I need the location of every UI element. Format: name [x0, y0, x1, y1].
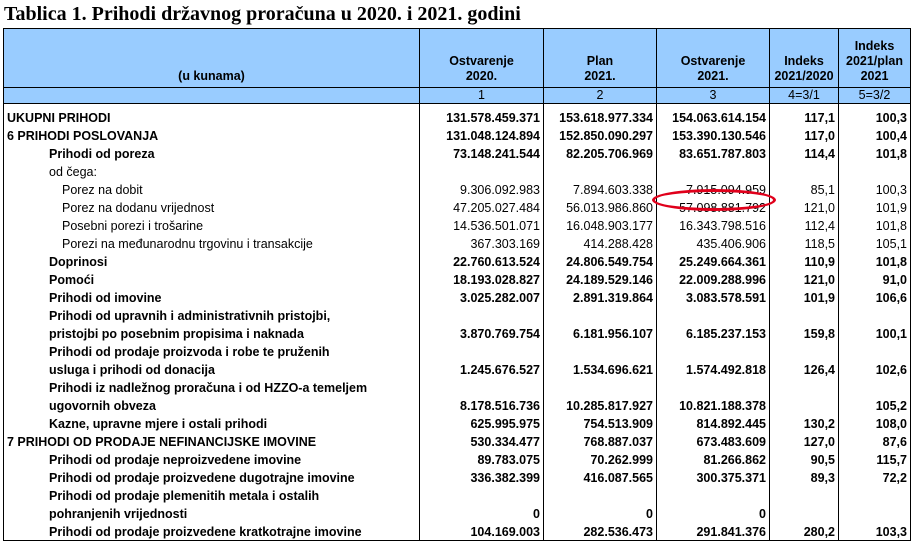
- row-value-col-5: 106,6: [839, 288, 911, 306]
- row-value-col-3: 153.390.130.546: [657, 126, 770, 144]
- row-value-col-5: 115,7: [839, 450, 911, 468]
- row-value-col-2: 414.288.428: [544, 234, 657, 252]
- row-value-col-2: 70.262.999: [544, 450, 657, 468]
- row-value-col-3: 0: [657, 504, 770, 522]
- row-value-col-1: 530.334.477: [420, 432, 544, 450]
- row-value-col-1: 104.169.003: [420, 522, 544, 541]
- row-value-col-3: 7.915.094.959: [657, 180, 770, 198]
- row-value-col-2: [544, 162, 657, 180]
- row-value-col-1: 3.870.769.754: [420, 324, 544, 342]
- row-value-col-1: 14.536.501.071: [420, 216, 544, 234]
- row-value-col-2: [544, 342, 657, 360]
- row-value-col-5: 100,3: [839, 180, 911, 198]
- row-value-col-2: 153.618.977.334: [544, 104, 657, 127]
- row-label: Doprinosi: [4, 252, 420, 270]
- row-value-col-3: [657, 486, 770, 504]
- row-value-col-5: 105,1: [839, 234, 911, 252]
- row-value-col-2: 7.894.603.338: [544, 180, 657, 198]
- header-index-row: [4, 88, 911, 104]
- row-value-col-2: [544, 306, 657, 324]
- header-col-1: [420, 29, 544, 88]
- row-value-col-2: 6.181.956.107: [544, 324, 657, 342]
- row-label: UKUPNI PRIHODI: [4, 104, 420, 127]
- header-index-5: 5=3/2: [839, 88, 911, 104]
- row-value-col-4: 121,0: [770, 198, 839, 216]
- row-value-col-5: 100,3: [839, 104, 911, 127]
- row-value-col-5: 91,0: [839, 270, 911, 288]
- table-row: [4, 324, 911, 342]
- row-label: Porezi na međunarodnu trgovinu i transakcije: [4, 234, 420, 252]
- table-row: [4, 360, 911, 378]
- header-index-2: 2: [544, 88, 657, 104]
- table-row: [4, 486, 911, 504]
- header-col-4-line2: 2021/2020: [774, 69, 834, 83]
- row-value-col-1: 18.193.028.827: [420, 270, 544, 288]
- row-value-col-2: 10.285.817.927: [544, 396, 657, 414]
- table-row: [4, 252, 911, 270]
- row-value-col-4: [770, 306, 839, 324]
- table-row: [4, 216, 911, 234]
- row-value-col-1: 3.025.282.007: [420, 288, 544, 306]
- row-value-col-4: 118,5: [770, 234, 839, 252]
- row-value-col-5: [839, 342, 911, 360]
- row-value-col-4: 110,9: [770, 252, 839, 270]
- row-value-col-5: [839, 306, 911, 324]
- header-index-empty: [4, 88, 420, 104]
- row-value-col-2: [544, 486, 657, 504]
- row-value-col-4: 90,5: [770, 450, 839, 468]
- row-value-col-5: 108,0: [839, 414, 911, 432]
- table-row: [4, 414, 911, 432]
- row-value-col-4: [770, 486, 839, 504]
- row-value-col-2: 754.513.909: [544, 414, 657, 432]
- row-value-col-4: 126,4: [770, 360, 839, 378]
- row-value-col-4: 130,2: [770, 414, 839, 432]
- row-value-col-5: 87,6: [839, 432, 911, 450]
- table-row: [4, 144, 911, 162]
- header-index-4: 4=3/1: [770, 88, 839, 104]
- table-row: [4, 342, 911, 360]
- row-value-col-3: 1.574.492.818: [657, 360, 770, 378]
- row-value-col-2: 2.891.319.864: [544, 288, 657, 306]
- row-value-col-3: [657, 306, 770, 324]
- table-row: [4, 522, 911, 541]
- row-value-col-3: 6.185.237.153: [657, 324, 770, 342]
- row-value-col-5: 102,6: [839, 360, 911, 378]
- table-row: [4, 378, 911, 396]
- row-value-col-5: [839, 486, 911, 504]
- table-row: [4, 270, 911, 288]
- row-value-col-4: 127,0: [770, 432, 839, 450]
- table-row: [4, 180, 911, 198]
- row-value-col-4: 85,1: [770, 180, 839, 198]
- row-value-col-3: 16.343.798.516: [657, 216, 770, 234]
- row-value-col-4: 112,4: [770, 216, 839, 234]
- header-col-3-line1: Ostvarenje: [680, 54, 746, 68]
- row-value-col-5: 72,2: [839, 468, 911, 486]
- table-row: [4, 198, 911, 216]
- row-value-col-1: 1.245.676.527: [420, 360, 544, 378]
- row-value-col-4: 101,9: [770, 288, 839, 306]
- row-label: Prihodi od prodaje proizvedene kratkotrajne imovine: [4, 522, 420, 541]
- row-value-col-4: [770, 504, 839, 522]
- row-value-col-1: 0: [420, 504, 544, 522]
- row-value-col-5: 101,8: [839, 252, 911, 270]
- row-label: Prihodi iz nadležnog proračuna i od HZZO-a temeljem: [4, 378, 420, 396]
- row-value-col-3: 81.266.862: [657, 450, 770, 468]
- row-label: Porez na dodanu vrijednost: [4, 198, 420, 216]
- row-label: Posebni porezi i trošarine: [4, 216, 420, 234]
- row-value-col-3: 300.375.371: [657, 468, 770, 486]
- row-value-col-3: 57.098.881.792: [657, 198, 770, 216]
- row-value-col-4: 117,1: [770, 104, 839, 127]
- row-value-col-3: [657, 162, 770, 180]
- row-value-col-3: 814.892.445: [657, 414, 770, 432]
- row-value-col-3: 3.083.578.591: [657, 288, 770, 306]
- row-value-col-5: 101,8: [839, 144, 911, 162]
- row-value-col-1: 131.578.459.371: [420, 104, 544, 127]
- header-col-4-line1: Indeks: [784, 54, 824, 68]
- row-label: 7 PRIHODI OD PRODAJE NEFINANCIJSKE IMOVINE: [4, 432, 420, 450]
- row-value-col-4: [770, 396, 839, 414]
- row-value-col-4: 121,0: [770, 270, 839, 288]
- row-value-col-3: [657, 378, 770, 396]
- row-value-col-3: 673.483.609: [657, 432, 770, 450]
- row-value-col-2: [544, 378, 657, 396]
- row-value-col-4: 280,2: [770, 522, 839, 541]
- header-col-2-line2: 2021.: [584, 69, 616, 83]
- row-value-col-2: 16.048.903.177: [544, 216, 657, 234]
- row-value-col-1: 625.995.975: [420, 414, 544, 432]
- header-col-3-line2: 2021.: [697, 69, 729, 83]
- row-value-col-1: [420, 306, 544, 324]
- header-row: [4, 29, 911, 88]
- table-title: Tablica 1. Prihodi državnog proračuna u 2020. i 2021. godini: [4, 3, 521, 25]
- row-value-col-3: [657, 342, 770, 360]
- table-row: [4, 468, 911, 486]
- row-label: Kazne, upravne mjere i ostali prihodi: [4, 414, 420, 432]
- row-value-col-4: [770, 162, 839, 180]
- row-value-col-2: 0: [544, 504, 657, 522]
- row-label: Porez na dobit: [4, 180, 420, 198]
- row-label: pristojbi po posebnim propisima i naknada: [4, 324, 420, 342]
- row-value-col-5: 100,4: [839, 126, 911, 144]
- row-value-col-5: 101,8: [839, 216, 911, 234]
- row-value-col-4: 114,4: [770, 144, 839, 162]
- row-value-col-1: 89.783.075: [420, 450, 544, 468]
- row-value-col-2: 24.806.549.754: [544, 252, 657, 270]
- row-value-col-2: 1.534.696.621: [544, 360, 657, 378]
- row-value-col-2: 282.536.473: [544, 522, 657, 541]
- row-label: usluga i prihodi od donacija: [4, 360, 420, 378]
- table-row: [4, 162, 911, 180]
- row-label: Prihodi od prodaje proizvedene dugotrajne imovine: [4, 468, 420, 486]
- row-label: od čega:: [4, 162, 420, 180]
- header-col-1-line2: 2020.: [465, 69, 498, 83]
- row-value-col-1: [420, 162, 544, 180]
- row-value-col-5: [839, 378, 911, 396]
- row-value-col-2: 24.189.529.146: [544, 270, 657, 288]
- table-row: [4, 396, 911, 414]
- row-value-col-4: [770, 342, 839, 360]
- row-label: pohranjenih vrijednosti: [4, 504, 420, 522]
- table-row: [4, 306, 911, 324]
- row-label: Prihodi od poreza: [4, 144, 420, 162]
- row-value-col-3: 154.063.614.154: [657, 104, 770, 127]
- header-col-2: [544, 29, 657, 88]
- row-value-col-1: 9.306.092.983: [420, 180, 544, 198]
- header-col-4: [770, 29, 839, 88]
- row-value-col-1: [420, 486, 544, 504]
- header-index-1: 1: [420, 88, 544, 104]
- row-label: 6 PRIHODI POSLOVANJA: [4, 126, 420, 144]
- header-col-2-line1: Plan: [586, 54, 614, 68]
- row-label: ugovornih obveza: [4, 396, 420, 414]
- row-value-col-5: 100,1: [839, 324, 911, 342]
- header-col-1-line1: Ostvarenje: [449, 54, 514, 68]
- row-value-col-5: 103,3: [839, 522, 911, 541]
- row-value-col-5: [839, 504, 911, 522]
- row-value-col-2: 768.887.037: [544, 432, 657, 450]
- header-col-5-line2: 2021: [860, 69, 889, 83]
- row-value-col-4: [770, 378, 839, 396]
- row-value-col-1: [420, 342, 544, 360]
- row-value-col-3: 83.651.787.803: [657, 144, 770, 162]
- revenue-table: [3, 28, 911, 541]
- row-value-col-5: [839, 162, 911, 180]
- row-value-col-2: 416.087.565: [544, 468, 657, 486]
- table-row: [4, 234, 911, 252]
- row-label: Prihodi od prodaje neproizvedene imovine: [4, 450, 420, 468]
- row-label: Prihodi od imovine: [4, 288, 420, 306]
- row-value-col-1: [420, 378, 544, 396]
- table-row: [4, 104, 911, 127]
- header-col-3: [657, 29, 770, 88]
- row-label: Prihodi od prodaje proizvoda i robe te pruženih: [4, 342, 420, 360]
- row-label: Prihodi od prodaje plemenitih metala i ostalih: [4, 486, 420, 504]
- header-label-column: (u kunama): [4, 29, 420, 88]
- table-row: [4, 432, 911, 450]
- row-value-col-5: 105,2: [839, 396, 911, 414]
- row-value-col-4: 117,0: [770, 126, 839, 144]
- header-index-3: 3: [657, 88, 770, 104]
- row-value-col-3: 291.841.376: [657, 522, 770, 541]
- row-value-col-1: 336.382.399: [420, 468, 544, 486]
- row-value-col-1: 131.048.124.894: [420, 126, 544, 144]
- row-value-col-2: 56.013.986.860: [544, 198, 657, 216]
- row-value-col-1: 8.178.516.736: [420, 396, 544, 414]
- row-value-col-1: 22.760.613.524: [420, 252, 544, 270]
- table-row: [4, 504, 911, 522]
- header-col-5-line1: Indeks 2021/plan: [846, 39, 903, 68]
- row-value-col-4: 159,8: [770, 324, 839, 342]
- header-col-5: [839, 29, 911, 88]
- row-value-col-5: 101,9: [839, 198, 911, 216]
- row-value-col-2: 152.850.090.297: [544, 126, 657, 144]
- row-value-col-3: 22.009.288.996: [657, 270, 770, 288]
- row-value-col-3: 25.249.664.361: [657, 252, 770, 270]
- row-value-col-1: 73.148.241.544: [420, 144, 544, 162]
- table-row: [4, 450, 911, 468]
- row-label: Pomoći: [4, 270, 420, 288]
- table-row: [4, 126, 911, 144]
- row-value-col-4: 89,3: [770, 468, 839, 486]
- row-label: Prihodi od upravnih i administrativnih pristojbi,: [4, 306, 420, 324]
- row-value-col-1: 47.205.027.484: [420, 198, 544, 216]
- row-value-col-1: 367.303.169: [420, 234, 544, 252]
- table-row: [4, 288, 911, 306]
- row-value-col-2: 82.205.706.969: [544, 144, 657, 162]
- row-value-col-3: 435.406.906: [657, 234, 770, 252]
- row-value-col-3: 10.821.188.378: [657, 396, 770, 414]
